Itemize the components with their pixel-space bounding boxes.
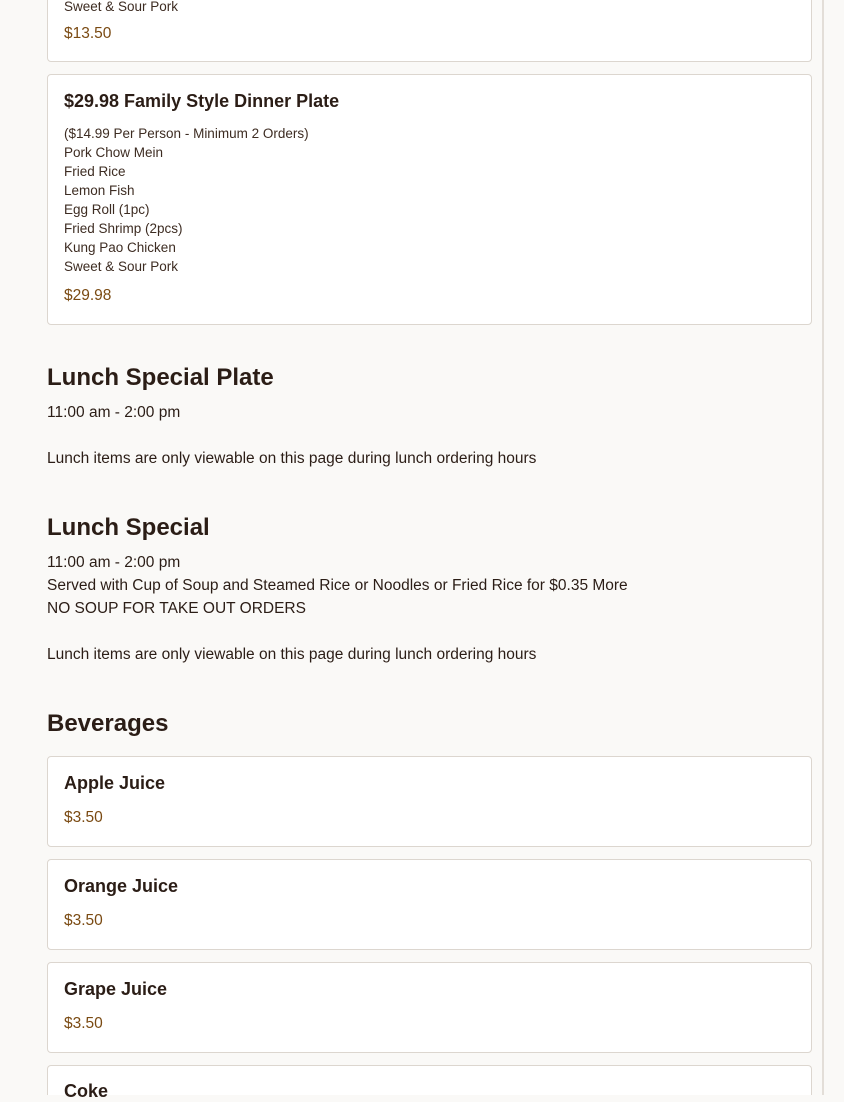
lunch-hours-notice: Lunch items are only viewable on this page during lunch ordering hours — [47, 646, 537, 663]
item-description-line: Fried Rice — [64, 164, 126, 179]
menu-item-card[interactable] — [47, 859, 812, 950]
item-description-line: Sweet & Sour Pork — [64, 0, 179, 14]
scroll-divider — [822, 0, 824, 1095]
item-price: $3.50 — [64, 809, 103, 826]
section-title-lunch-special: Lunch Special — [47, 514, 210, 541]
section-description: NO SOUP FOR TAKE OUT ORDERS — [47, 600, 306, 617]
item-price: $29.98 — [64, 287, 112, 304]
item-price: $3.50 — [64, 1015, 103, 1032]
item-description-line: Pork Chow Mein — [64, 145, 164, 160]
menu-item-card[interactable] — [47, 756, 812, 847]
lunch-hours-notice: Lunch items are only viewable on this page during lunch ordering hours — [47, 450, 537, 467]
item-description-line: Fried Shrimp (2pcs) — [64, 221, 183, 236]
item-title: $29.98 Family Style Dinner Plate — [64, 91, 340, 111]
section-hours: 11:00 am - 2:00 pm — [47, 554, 181, 571]
section-title-beverages: Beverages — [47, 710, 169, 737]
item-title: Apple Juice — [64, 773, 166, 793]
item-description-line: Egg Roll (1pc) — [64, 202, 150, 217]
item-description-line: ($14.99 Per Person - Minimum 2 Orders) — [64, 126, 309, 141]
menu-item-card[interactable] — [47, 0, 812, 62]
section-title-lunch-special-plate: Lunch Special Plate — [47, 364, 274, 391]
item-title: Grape Juice — [64, 979, 168, 999]
item-description-line: Lemon Fish — [64, 183, 135, 198]
item-title: Orange Juice — [64, 876, 179, 896]
menu-item-card[interactable] — [47, 74, 812, 325]
item-price: $3.50 — [64, 912, 103, 929]
section-description: Served with Cup of Soup and Steamed Rice or Noodles or Fried Rice for $0.35 More — [47, 577, 628, 594]
section-hours: 11:00 am - 2:00 pm — [47, 404, 181, 421]
item-price: $13.50 — [64, 25, 112, 42]
item-description-line: Sweet & Sour Pork — [64, 259, 179, 274]
item-description — [64, 124, 309, 276]
item-description-line: Kung Pao Chicken — [64, 240, 176, 255]
item-title: Coke — [64, 1081, 109, 1101]
menu-item-card[interactable] — [47, 962, 812, 1053]
menu-item-card[interactable] — [47, 1065, 812, 1101]
